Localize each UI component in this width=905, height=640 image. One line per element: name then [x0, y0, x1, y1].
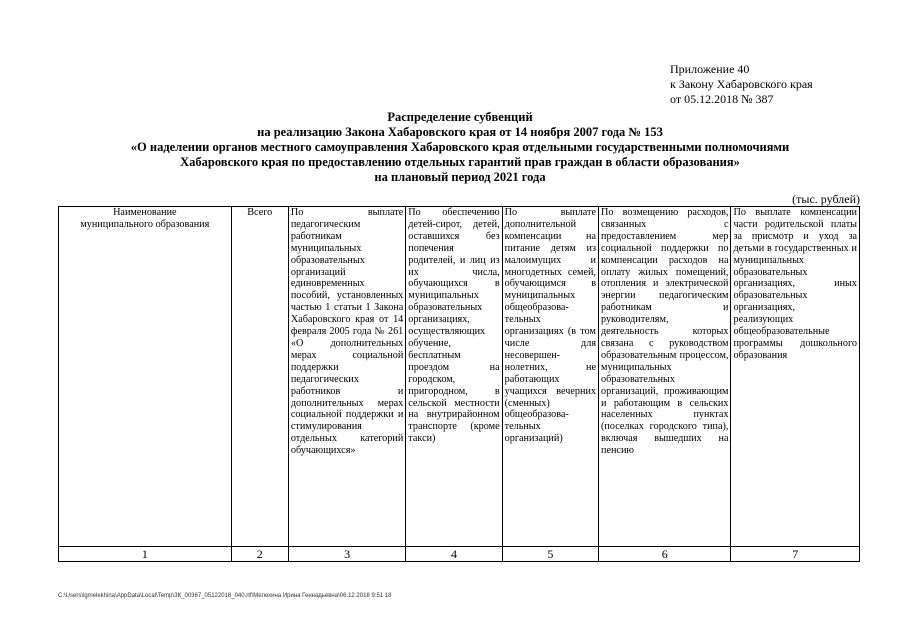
title-line-1: Распределение субвенций [387, 110, 533, 124]
column-number: 6 [599, 547, 731, 562]
file-path-footer: C:\Users\igmelekhina\AppData\Local\Temp\ЗК_00367_05122018_040.rtf\Мелехина Ирина Геннадьевна\06.12.2018 9:51 18 [58, 593, 392, 599]
title-line-4: Хабаровского края по предоставлению отдельных гарантий прав граждан в области образования» [180, 155, 740, 169]
document-title [60, 110, 860, 185]
header-col-7: По выплате компенсации части родительской платы за присмотр и уход за детьми в государственных и муниципальных образовательных организациях, иных образовательных организациях, реализующих общеобразовательные программы дошкольного образования [731, 207, 860, 547]
column-number: 5 [502, 547, 598, 562]
header-municipality: Наименование муниципального образования [59, 207, 232, 547]
appendix-line-2: к Закону Хабаровского края [670, 77, 813, 91]
header-col-4: По обеспечению детей-сирот, детей, оставшихся без попечения родителей, и лиц из их числа, обучающихся в муниципальных образовательных организациях, осуществляющих обучение, бесплатным проездом на городском, пригородном, в сельской местности на внутрирайонном транспорте (кроме такси) [406, 207, 502, 547]
title-line-3: «О наделении органов местного самоуправления Хабаровского края отдельными государственными полномочиями [130, 140, 790, 154]
header-col-6: По возмещению расходов, связанных с предоставлением мер социальной поддержки по компенсации расходов на оплату жилых помещений, отопления и электрической энергии педагогическим работникам и руководителям, деятельность которых связана с руководством образовательным процессом, муниципальных образовательных организаций, проживающим и работающим в сельских населенных пунктах (поселках городского типа), включая вышедших на пенсию [599, 207, 731, 547]
header-total: Всего [231, 207, 288, 547]
column-number: 2 [231, 547, 288, 562]
title-line-5: на плановый период 2021 года [374, 170, 546, 184]
column-number-row [59, 547, 860, 562]
column-number: 1 [59, 547, 232, 562]
appendix-block [670, 62, 813, 107]
header-col-5: По выплате дополнительной компенсации на питание детям из малоимущих и многодетных семей, обучающимся в муниципальных общеобразова-тельных организациях (в том числе для несовершен-нолетних, не работающих учащихся вечерних (сменных) общеобразова-тельных организаций) [502, 207, 598, 547]
appendix-line-3: от 05.12.2018 № 387 [670, 92, 774, 106]
column-number: 4 [406, 547, 502, 562]
title-line-2: на реализацию Закона Хабаровского края от 14 ноября 2007 года № 153 [257, 125, 663, 139]
table-header-row [59, 207, 860, 547]
header-col-3: По выплате педагогическим работникам муниципальных образовательных организаций единовременных пособий, установленных частью 1 статьи 1 Закона Хабаровского края от 14 февраля 2005 года № 261 «О дополнительных мерах социальной поддержки педагогических работников и дополнительных мерах социальной поддержки и стимулирования отдельных категорий обучающихся» [288, 207, 405, 547]
column-number: 3 [288, 547, 405, 562]
column-number: 7 [731, 547, 860, 562]
subvention-table [58, 206, 860, 562]
appendix-line-1: Приложение 40 [670, 62, 750, 76]
units-label: (тыс. рублей) [792, 192, 860, 206]
